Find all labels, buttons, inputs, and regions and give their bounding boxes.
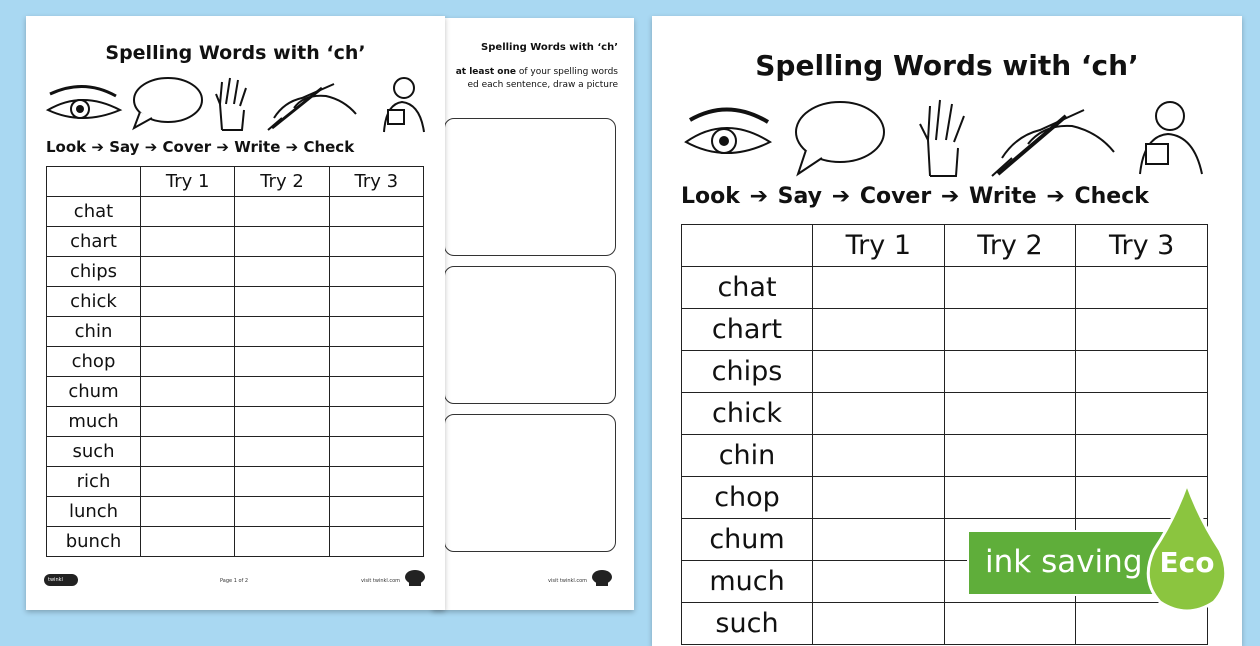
table-row — [682, 477, 1208, 519]
try-cell[interactable] — [329, 347, 423, 377]
try-cell[interactable] — [1076, 309, 1208, 351]
word-cell: chop — [47, 347, 141, 377]
try-cell[interactable] — [235, 527, 329, 557]
word-cell: chick — [682, 393, 813, 435]
try-cell[interactable] — [944, 435, 1076, 477]
try-cell[interactable] — [944, 267, 1076, 309]
word-cell: chat — [47, 197, 141, 227]
ink-saving-label: ink saving — [985, 544, 1143, 580]
try-cell[interactable] — [141, 317, 235, 347]
table-row — [682, 435, 1208, 477]
try-cell[interactable] — [141, 407, 235, 437]
arrow-icon: ➔ — [216, 138, 229, 156]
try-cell[interactable] — [141, 227, 235, 257]
header-try-2: Try 2 — [235, 167, 329, 197]
writing-hand-icon — [264, 74, 360, 138]
table-row — [682, 267, 1208, 309]
try-cell[interactable] — [813, 351, 945, 393]
sentence-box-3 — [444, 414, 616, 552]
try-cell[interactable] — [329, 317, 423, 347]
try-cell[interactable] — [141, 287, 235, 317]
table-row — [47, 527, 424, 557]
speech-bubble-icon — [126, 74, 206, 136]
try-cell[interactable] — [329, 257, 423, 287]
step-cover: Cover — [859, 184, 932, 209]
table-row — [47, 377, 424, 407]
step-cover: Cover — [162, 138, 212, 156]
try-cell[interactable] — [235, 347, 329, 377]
table-row — [47, 497, 424, 527]
speech-bubble-icon — [788, 98, 888, 182]
try-cell[interactable] — [329, 227, 423, 257]
writing-hand-icon — [988, 96, 1118, 184]
spelling-table — [46, 166, 424, 557]
header-try-1: Try 1 — [141, 167, 235, 197]
try-cell[interactable] — [235, 317, 329, 347]
zoomed-page-title: Spelling Words with ‘ch’ — [755, 49, 1139, 82]
step-say: Say — [777, 184, 823, 209]
word-cell: chart — [47, 227, 141, 257]
try-cell[interactable] — [813, 603, 945, 645]
word-cell: chart — [682, 309, 813, 351]
try-cell[interactable] — [944, 309, 1076, 351]
try-cell[interactable] — [1076, 351, 1208, 393]
try-cell[interactable] — [141, 377, 235, 407]
header-try-3: Try 3 — [1076, 225, 1208, 267]
try-cell[interactable] — [235, 407, 329, 437]
instruction-rest: of your spelling words — [515, 67, 618, 77]
table-row — [47, 287, 424, 317]
try-cell[interactable] — [813, 267, 945, 309]
table-row — [47, 407, 424, 437]
try-cell[interactable] — [141, 497, 235, 527]
back-page-instructions — [432, 66, 618, 92]
try-cell[interactable] — [235, 227, 329, 257]
try-cell[interactable] — [235, 497, 329, 527]
header-try-3: Try 3 — [329, 167, 423, 197]
word-cell: chin — [47, 317, 141, 347]
try-cell[interactable] — [235, 437, 329, 467]
word-cell: chum — [47, 377, 141, 407]
back-page-title: Spelling Words with ‘ch’ — [481, 42, 618, 53]
arrow-icon: ➔ — [831, 184, 851, 209]
eco-label: Eco — [1159, 546, 1215, 579]
header-try-2: Try 2 — [944, 225, 1076, 267]
try-cell[interactable] — [329, 497, 423, 527]
header-word — [47, 167, 141, 197]
eye-icon — [44, 80, 124, 132]
back-page — [432, 18, 634, 610]
footer-visit: visit twinkl.com — [361, 578, 401, 584]
instruction-bold: at least one — [455, 67, 516, 77]
try-cell[interactable] — [813, 519, 945, 561]
header-try-1: Try 1 — [813, 225, 945, 267]
arrow-icon: ➔ — [749, 184, 768, 209]
twinkl-logo-text: twinkl — [48, 577, 63, 583]
try-cell[interactable] — [329, 467, 423, 497]
try-cell[interactable] — [813, 561, 945, 603]
try-cell[interactable] — [141, 197, 235, 227]
try-cell[interactable] — [141, 347, 235, 377]
front-page — [26, 16, 445, 610]
try-cell[interactable] — [141, 257, 235, 287]
word-cell: chin — [682, 435, 813, 477]
table-row — [47, 437, 424, 467]
table-row — [682, 393, 1208, 435]
step-look: Look — [46, 138, 87, 156]
word-cell: lunch — [47, 497, 141, 527]
header-word — [682, 225, 813, 267]
try-cell[interactable] — [141, 467, 235, 497]
step-check: Check — [303, 138, 355, 156]
try-cell[interactable] — [813, 477, 945, 519]
step-look: Look — [681, 184, 740, 209]
arrow-icon: ➔ — [1046, 184, 1065, 209]
try-cell[interactable] — [329, 407, 423, 437]
sentence-box-2 — [444, 266, 616, 404]
eco-drop-icon — [1142, 480, 1232, 624]
word-cell: such — [682, 603, 813, 645]
word-cell: much — [682, 561, 813, 603]
eye-icon — [682, 100, 774, 170]
word-cell: chips — [47, 257, 141, 287]
try-cell[interactable] — [235, 257, 329, 287]
try-cell[interactable] — [235, 197, 329, 227]
try-cell[interactable] — [329, 527, 423, 557]
table-row — [47, 317, 424, 347]
table-row — [682, 309, 1208, 351]
arrow-icon: ➔ — [940, 184, 960, 209]
try-cell[interactable] — [235, 287, 329, 317]
child-reading-icon — [372, 74, 428, 138]
twinkl-stamp-icon — [590, 568, 614, 592]
try-cell[interactable] — [944, 351, 1076, 393]
arrow-icon: ➔ — [285, 138, 299, 156]
word-cell: chat — [682, 267, 813, 309]
hand-icon — [212, 74, 256, 136]
word-cell: much — [47, 407, 141, 437]
word-cell: chop — [682, 477, 813, 519]
try-cell[interactable] — [813, 435, 945, 477]
try-cell[interactable] — [1076, 435, 1208, 477]
try-cell[interactable] — [944, 393, 1076, 435]
try-cell[interactable] — [944, 477, 1076, 519]
word-cell: chick — [47, 287, 141, 317]
steps-row — [46, 138, 354, 156]
try-cell[interactable] — [141, 437, 235, 467]
table-row — [47, 347, 424, 377]
table-row — [47, 227, 424, 257]
table-row — [47, 257, 424, 287]
arrow-icon: ➔ — [144, 138, 158, 156]
try-cell[interactable] — [813, 393, 945, 435]
try-cell[interactable] — [141, 527, 235, 557]
zoomed-steps-row — [681, 184, 1149, 209]
child-reading-icon — [1124, 96, 1210, 180]
arrow-icon: ➔ — [91, 138, 104, 156]
page-number: Page 1 of 2 — [220, 578, 249, 584]
try-cell[interactable] — [329, 197, 423, 227]
try-cell[interactable] — [329, 287, 423, 317]
hand-icon — [916, 96, 972, 182]
word-cell: chips — [682, 351, 813, 393]
step-say: Say — [109, 138, 140, 156]
word-cell: such — [47, 437, 141, 467]
table-row — [682, 603, 1208, 645]
page-title: Spelling Words with ‘ch’ — [105, 42, 366, 64]
try-cell[interactable] — [329, 437, 423, 467]
back-footer-visit: visit twinkl.com — [548, 578, 588, 584]
try-cell[interactable] — [235, 377, 329, 407]
try-cell[interactable] — [329, 377, 423, 407]
word-cell: chum — [682, 519, 813, 561]
try-cell[interactable] — [1076, 267, 1208, 309]
twinkl-stamp-icon — [403, 568, 427, 592]
step-write: Write — [968, 184, 1037, 209]
step-write: Write — [234, 138, 281, 156]
word-cell: bunch — [47, 527, 141, 557]
try-cell[interactable] — [944, 603, 1076, 645]
sentence-box-1 — [444, 118, 616, 256]
try-cell[interactable] — [235, 467, 329, 497]
instruction-line2: ed each sentence, draw a picture — [467, 80, 618, 90]
step-check: Check — [1074, 184, 1149, 209]
word-cell: rich — [47, 467, 141, 497]
try-cell[interactable] — [1076, 393, 1208, 435]
table-row — [682, 351, 1208, 393]
try-cell[interactable] — [813, 309, 945, 351]
table-row — [47, 197, 424, 227]
table-row — [47, 467, 424, 497]
